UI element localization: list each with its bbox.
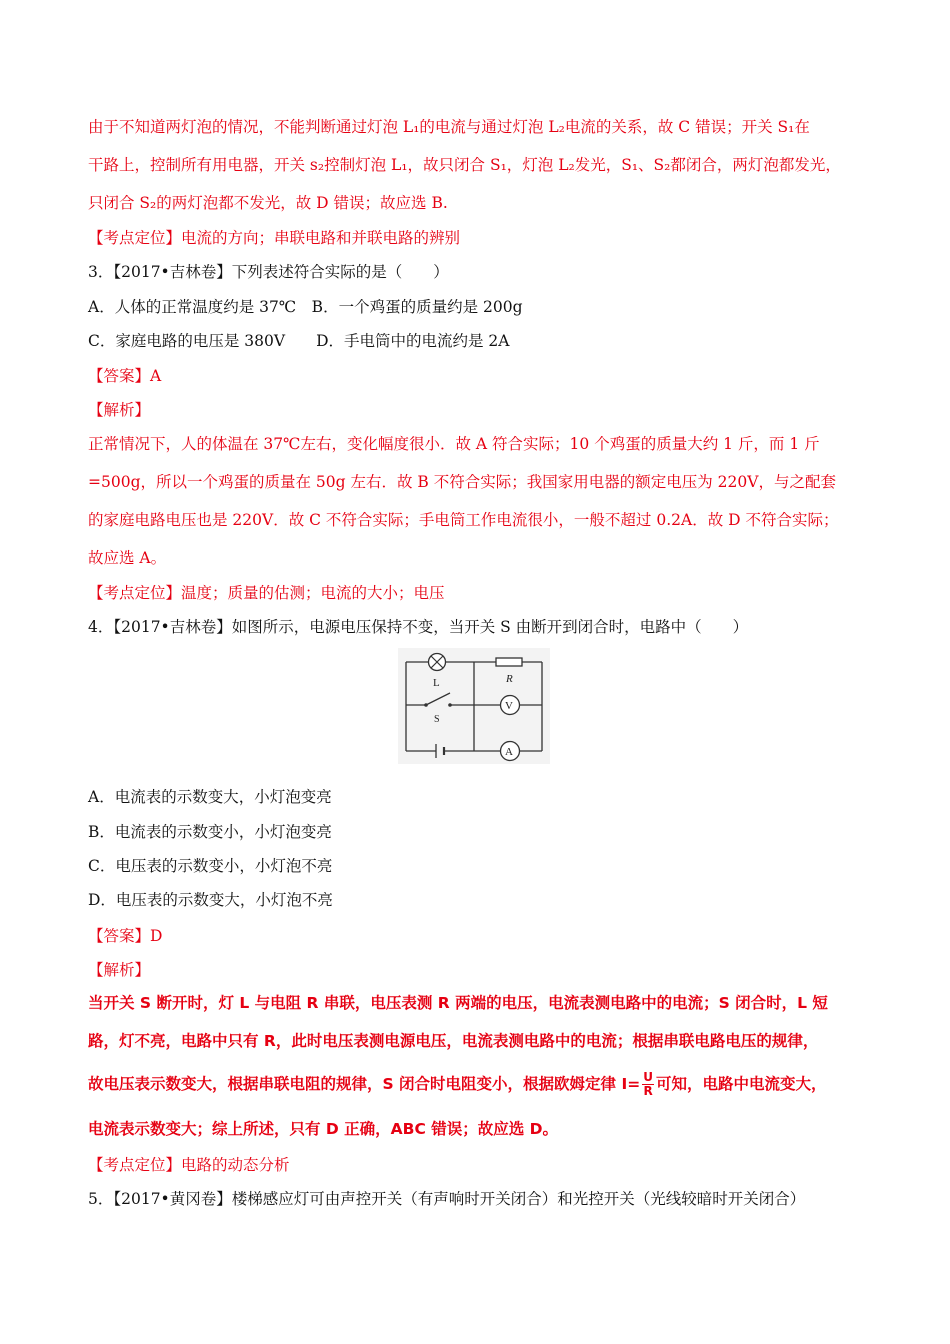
fraction-numerator: U (643, 1070, 653, 1084)
q3-analysis-heading: 【解析】 (88, 401, 151, 419)
q4-option-a: A．电流表的示数变大，小灯泡变亮 (88, 788, 332, 806)
q5-stem: 5．【2017•黄冈卷】楼梯感应灯可由声控开关（有声响时开关闭合）和光控开关（光线较暗时开关闭合） (88, 1190, 806, 1208)
q3-kaodian: 【考点定位】温度；质量的估测；电流的大小；电压 (88, 584, 445, 602)
q4-option-b: B．电流表的示数变小，小灯泡变亮 (88, 823, 332, 841)
q3-answer: 【答案】A (88, 367, 162, 385)
q3-options-ab: A．人体的正常温度约是 37℃ B．一个鸡蛋的质量约是 200g (88, 298, 523, 316)
q3-explanation-line-1: 正常情况下，人的体温在 37℃左右，变化幅度很小．故 A 符合实际；10 个鸡蛋的质量大约 1 斤，而 1 斤 (88, 435, 820, 453)
q3-explanation-line-4: 故应选 A。 (88, 549, 167, 567)
circuit-diagram (398, 648, 550, 764)
q3-explanation-line-3: 的家庭电路电压也是 220V．故 C 不符合实际；手电筒工作电流很小，一般不超过 0.2A．故 D 不符合实际； (88, 511, 839, 529)
voltmeter-label: V (505, 700, 513, 712)
fraction-denominator: R (643, 1084, 653, 1098)
ohm-law-fraction (642, 1071, 654, 1098)
q2-explanation-line-2: 干路上，控制所有用电器，开关 s₂控制灯泡 L₁，故只闭合 S₁，灯泡 L₂发光，S₁、S₂都闭合，两灯泡都发光， (88, 156, 841, 174)
q4-analysis-heading: 【解析】 (88, 961, 151, 979)
ammeter-label: A (505, 746, 513, 758)
q3-explanation-line-2: =500g，所以一个鸡蛋的质量在 50g 左右．故 B 不符合实际；我国家用电器的额定电压为 220V，与之配套 (88, 473, 836, 491)
q4-explanation-line-3b: 可知，电路中电流变大， (655, 1075, 827, 1093)
switch-label: S (434, 714, 440, 725)
q2-explanation-line-3: 只闭合 S₂的两灯泡都不发光，故 D 错误；故应选 B. (88, 194, 448, 212)
q4-explanation-line-4: 电流表示数变大；综上所述，只有 D 正确，ABC 错误；故应选 D。 (88, 1120, 559, 1138)
resistor-label: R (506, 673, 513, 685)
q2-kaodian: 【考点定位】电流的方向；串联电路和并联电路的辨别 (88, 229, 461, 247)
q3-stem: 3．【2017•吉林卷】下列表述符合实际的是（ ） (88, 263, 449, 281)
q4-explanation-line-2: 路，灯不亮，电路中只有 R，此时电压表测电源电压，电流表测电路中的电流；根据串联电路电压的规律， (88, 1032, 819, 1050)
q4-kaodian: 【考点定位】电路的动态分析 (88, 1156, 290, 1174)
q3-options-cd: C．家庭电路的电压是 380V D．手电筒中的电流约是 2A (88, 332, 510, 350)
q4-explanation-line-3 (88, 1071, 890, 1098)
q4-explanation-line-1: 当开关 S 断开时，灯 L 与电阻 R 串联，电压表测 R 两端的电压，电流表测电路中的电流；S 闭合时，L 短 (88, 994, 828, 1012)
q4-stem: 4．【2017•吉林卷】如图所示，电源电压保持不变，当开关 S 由断开到闭合时，电路中（ ） (88, 618, 749, 636)
q4-option-d: D．电压表的示数变大，小灯泡不亮 (88, 891, 333, 909)
resistor-symbol (496, 658, 522, 666)
q2-explanation-line-1: 由于不知道两灯泡的情况，不能判断通过灯泡 L₁的电流与通过灯泡 L₂电流的关系，故 C 错误；开关 S₁在 (88, 118, 810, 136)
lamp-label: L (433, 677, 440, 689)
q4-option-c: C．电压表的示数变小，小灯泡不亮 (88, 857, 333, 875)
q4-explanation-line-3a: 故电压表示数变大，根据串联电阻的规律，S 闭合时电阻变小，根据欧姆定律 I= (88, 1075, 641, 1093)
q4-answer: 【答案】D (88, 927, 163, 945)
lamp-symbol (429, 654, 446, 671)
